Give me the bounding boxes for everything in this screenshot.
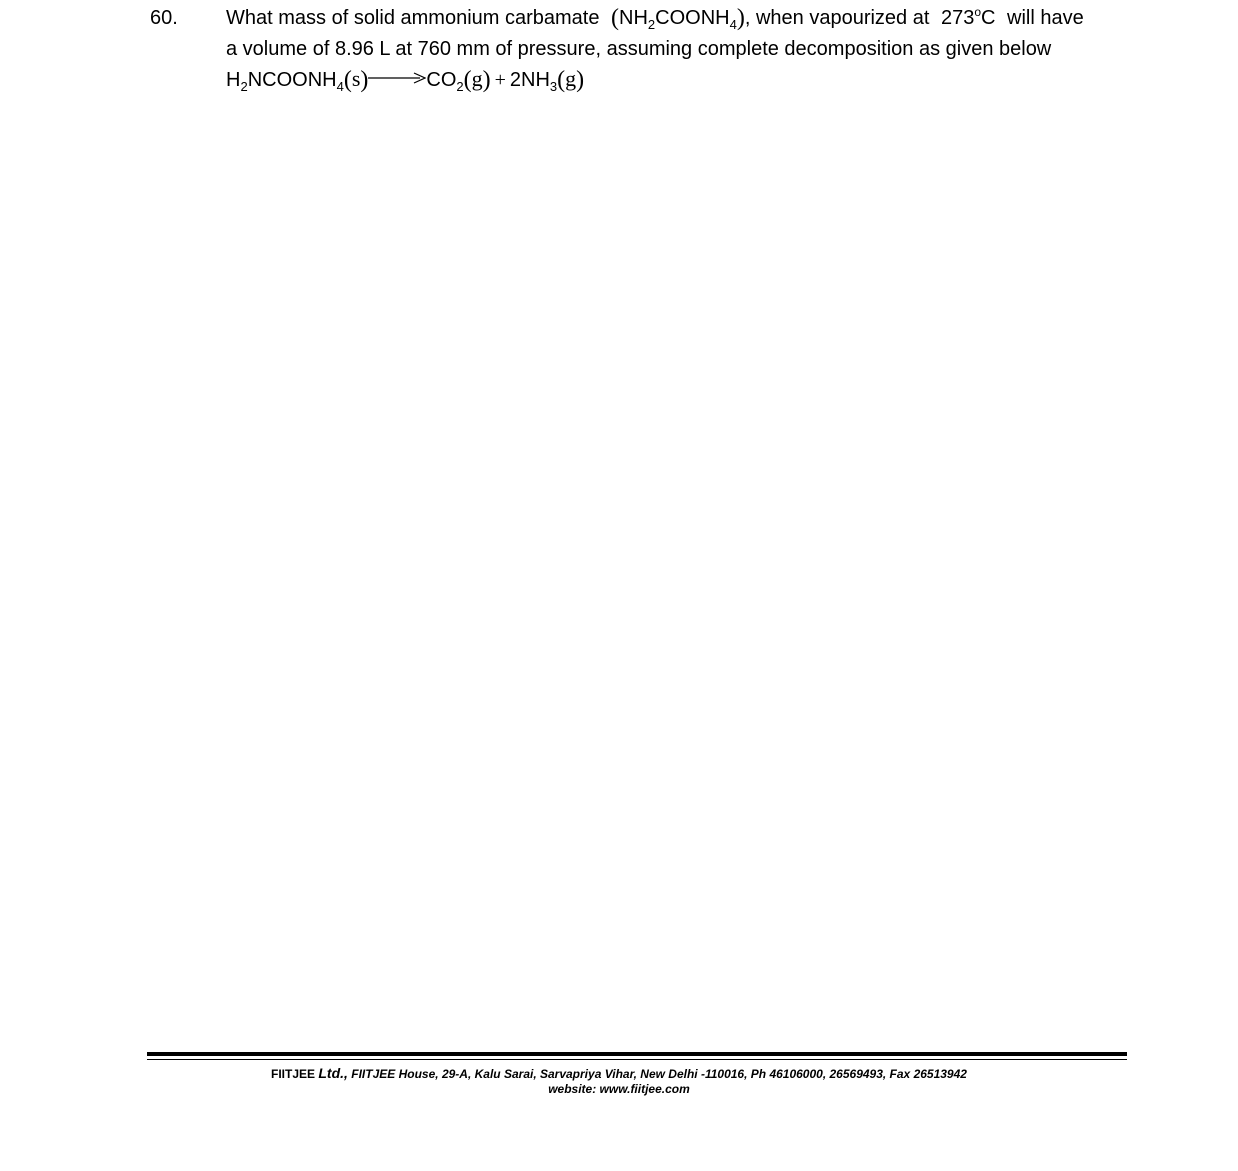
- footer-ltd: Ltd.,: [318, 1065, 348, 1081]
- plus-sign: +: [494, 69, 506, 91]
- footer-address-line: [0, 1066, 1238, 1081]
- decomposition-equation: [226, 67, 584, 92]
- question-line-2: a volume of 8.96 L at 760 mm of pressure, assuming complete decomposition as given below: [226, 38, 1052, 60]
- question-text-part-2: , when vapourized at: [744, 7, 930, 29]
- product-2-state: (g): [557, 66, 585, 93]
- footer-website: website: www.fiitjee.com: [548, 1082, 690, 1096]
- degree-symbol: o: [974, 5, 982, 19]
- footer-brand: FIITJEE: [271, 1067, 316, 1081]
- product-2-formula: $2NH_3$: [509, 69, 558, 94]
- question-number: 60.: [150, 7, 178, 29]
- reaction-arrow-icon: [368, 71, 426, 85]
- reactant-state: (s): [343, 66, 369, 93]
- temperature-value: 273$^o$C: [940, 5, 996, 29]
- question-text-part-1: What mass of solid ammonium carbamate: [226, 7, 600, 29]
- footer-rule-thin: [147, 1059, 1127, 1060]
- product-1-state: (g): [463, 66, 491, 93]
- footer-rule-thick: [147, 1052, 1127, 1056]
- product-1-formula: $CO_2$: [426, 69, 464, 94]
- ammonium-carbamate-formula: $(NH_2COONH_4)$: [611, 5, 745, 32]
- question-text-part-3: will have: [1007, 7, 1084, 29]
- footer-address: FIITJEE House, 29-A, Kalu Sarai, Sarvapriya Vihar, New Delhi -110016, Ph 46106000, 26569493, Fax 26513942: [351, 1067, 967, 1081]
- reactant-formula: $H_2NCOONH_4$: [226, 69, 344, 94]
- question-line-1: [226, 6, 1126, 30]
